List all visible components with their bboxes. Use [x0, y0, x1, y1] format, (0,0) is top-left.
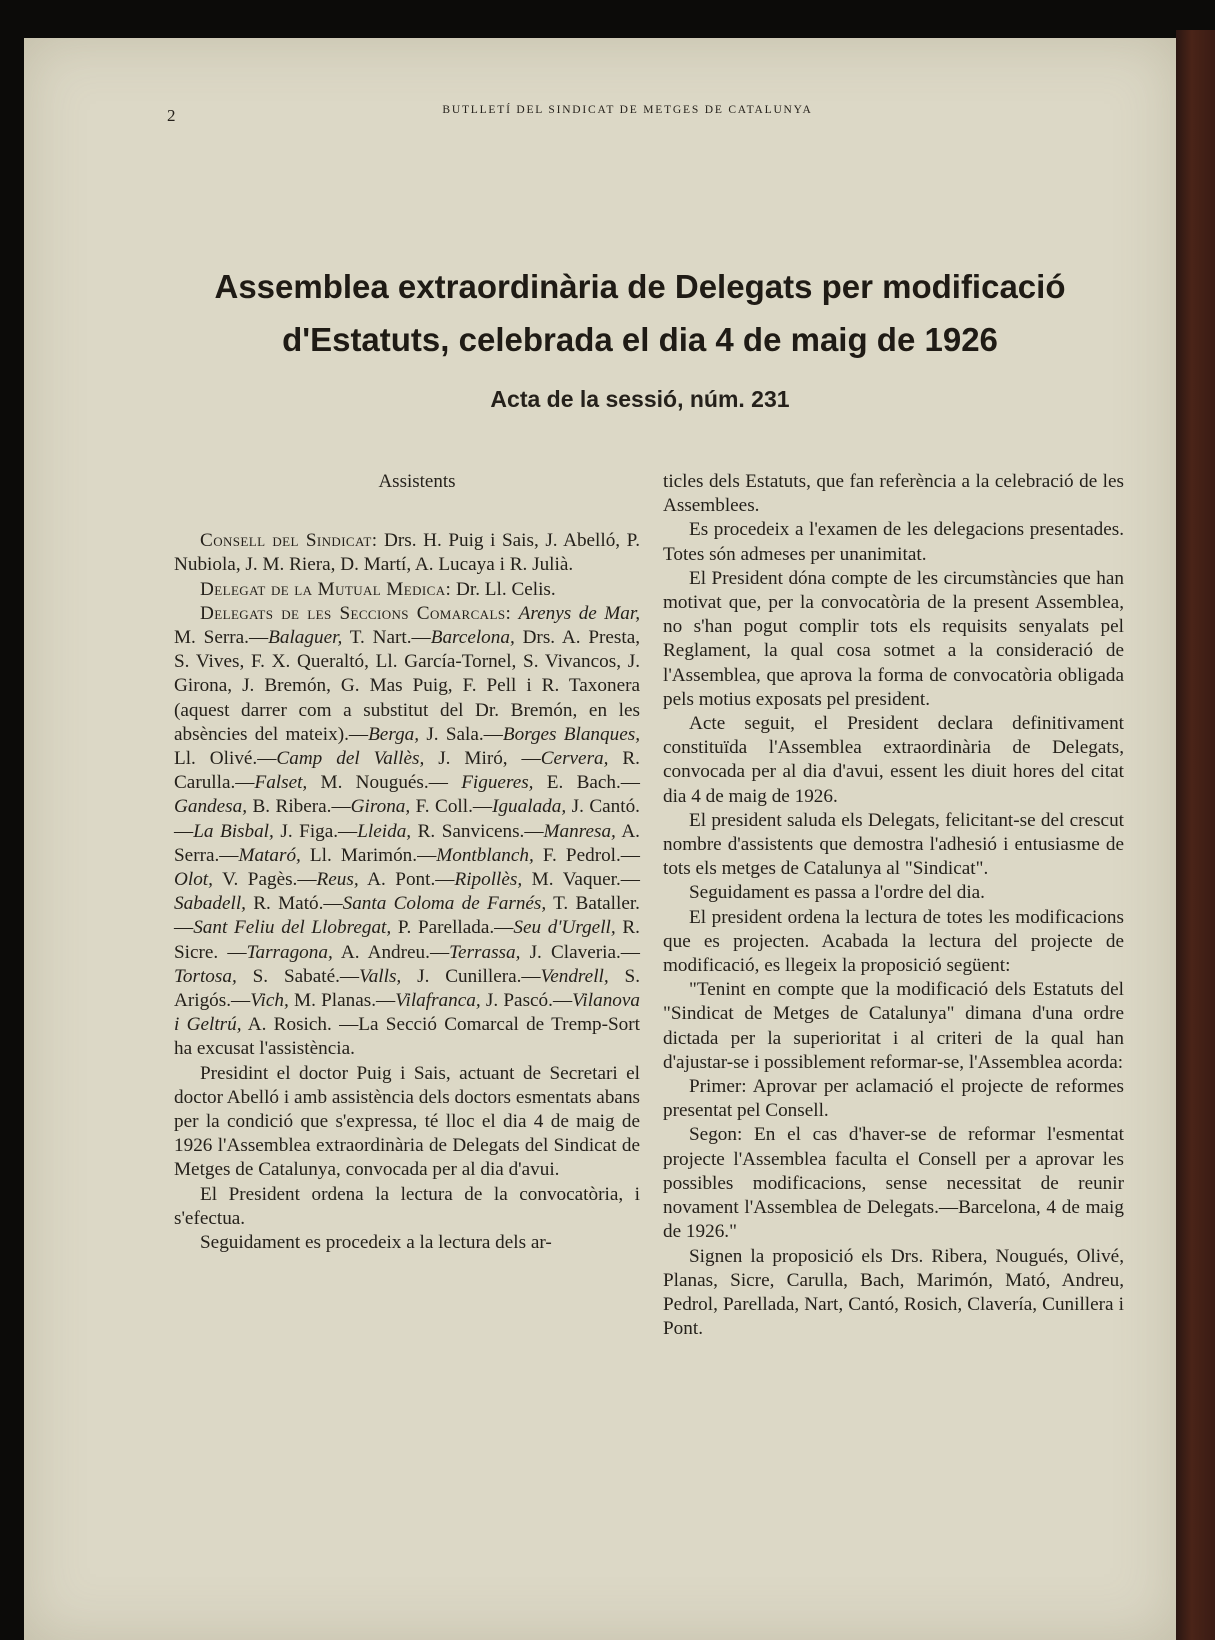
- delegate-place: La Bisbal,: [193, 820, 274, 842]
- mutual-entry: [174, 578, 640, 602]
- body-paragraph: Primer: Aprovar per aclamació el projecte de reformes presentat pel Consell.: [663, 1076, 1124, 1122]
- delegate-names: M. Serra.—: [174, 627, 269, 649]
- delegate-place: Mataró,: [238, 844, 301, 866]
- right-column: [663, 470, 1124, 1341]
- body-paragraph: ticles dels Estatuts, que fan referència a la celebració de les Assemblees.: [663, 471, 1124, 517]
- body-paragraph: El President dóna compte de les circumstàncies que han motivat que, per la convocatòria de la present Assemblea, no s'han pogut complir tots els requisits senyalats pel Reglament, la qual cosa sotmet a la consideració de l'Assemblea, que aprova la forma de convocatòria obligada pels motius exposats pel president.: [663, 567, 1124, 710]
- delegate-names: A. Andreu.—: [332, 941, 450, 963]
- delegate-names: J. Cunillera.—: [401, 965, 541, 987]
- delegate-names: P. Parellada.—: [391, 917, 514, 939]
- body-paragraph: "Tenint en compte que la modificació dels Estatuts del "Sindicat de Metges de Catalunya" dimana d'una ordre dictada per la superioritat i al criteri de la qual han d'ajustar-se i possiblement reformar-se, l'Assemblea acorda:: [663, 979, 1124, 1073]
- delegate-place: Balaguer,: [268, 627, 343, 649]
- delegate-names: R. Mató.—: [245, 893, 343, 915]
- body-paragraph: Presidint el doctor Puig i Sais, actuant de Secretari el doctor Abelló i amb assistència dels doctors esmentats abans per la condició que s'expressa, té lloc el dia 4 de maig de 1926 l'Assemblea extraordinària de Delegats del Sindicat de Metges de Catalunya, convocada per al dia d'avui.: [174, 1062, 640, 1181]
- delegate-place: Falset,: [254, 772, 308, 794]
- delegate-names: A. Pont.—: [358, 869, 455, 891]
- delegate-place: Camp del Vallès,: [276, 748, 425, 770]
- delegate-names: Drs. A. Presta, S. Vives, F. X. Queraltó, Ll. García-Tornel, S. Vivancos, J. Girona, J. Bremón, G. Mas Puig, F. Pell i R. Taxonera (aquest darrer com a substitut del Dr. Bremón, en les absències del mateix).—: [174, 627, 641, 745]
- body-paragraph: Seguidament es procedeix a la lectura dels ar-: [200, 1232, 552, 1254]
- delegate-names: J. Sala.—: [419, 723, 503, 745]
- body-paragraph: Acte seguit, el President declara definitivament constituïda l'Assemblea extraordinària de Delegats, convocada per al dia d'avui, essent les diuit hores del citat dia 4 de maig de 1926.: [663, 713, 1124, 807]
- body-paragraph: El President ordena la lectura de la convocatòria, i s'efectua.: [174, 1183, 640, 1229]
- delegate-names: T. Nart.—: [342, 627, 431, 649]
- delegate-names: R. Carulla.—: [174, 748, 640, 794]
- delegate-place: Vilanova i Geltrú,: [174, 990, 640, 1036]
- binding-edge: [1176, 30, 1215, 1640]
- section-heading: Assistents: [378, 471, 456, 492]
- delegate-place: Montblanch,: [436, 844, 534, 866]
- delegate-place: Vendrell,: [540, 965, 609, 987]
- body-paragraph: Signen la proposició els Drs. Ribera, Nougués, Olivé, Planas, Sicre, Carulla, Bach, Marimón, Mató, Andreu, Pedrol, Parellada, Nart, Cantó, Rosich, Clavería, Cunillera i Pont.: [663, 1245, 1124, 1340]
- delegate-place: Tarragona,: [246, 941, 333, 963]
- consell-entry: [174, 529, 640, 577]
- delegate-place: Sant Feliu del Llobregat,: [193, 917, 392, 939]
- delegate-place: Seu d'Urgell,: [513, 917, 616, 939]
- delegate-place: Berga,: [368, 723, 420, 745]
- delegate-names: F. Pedrol.—: [533, 844, 640, 866]
- delegate-names: M. Vaquer.—: [522, 869, 640, 891]
- delegate-place: Tortosa,: [174, 965, 237, 987]
- delegate-names: B. Ribera.—: [247, 796, 351, 818]
- delegate-names: E. Bach.—: [533, 772, 640, 794]
- delegate-names: J. Miró, —: [424, 748, 541, 770]
- delegate-place: Arenys de Mar,: [518, 602, 641, 624]
- delegate-names: R. Sicre. —: [174, 917, 640, 963]
- delegate-names: V. Pagès.—: [212, 869, 317, 891]
- delegate-place: Sabadell,: [174, 893, 246, 915]
- running-head: BUTLLETÍ DEL SINDICAT DE METGES DE CATALUNYA: [442, 104, 813, 116]
- delegate-names: J. Figa.—: [273, 820, 358, 842]
- delegate-place: Santa Coloma de Farnés,: [342, 893, 547, 915]
- delegate-place: Vich,: [250, 990, 289, 1012]
- delegate-names: M. Nougués.—: [307, 772, 462, 794]
- body-paragraph: El president ordena la lectura de totes les modificacions que es projecten. Acabada la lectura del projecte de modificació, es llegeix la proposició següent:: [663, 906, 1124, 977]
- delegate-place: Lleida,: [357, 820, 412, 842]
- delegate-names: A. Rosich. —La Secció Comarcal de Tremp-Sort ha excusat l'assistència.: [174, 1014, 640, 1060]
- delegate-place: Reus,: [316, 869, 359, 891]
- delegate-names: J. Claveria.—: [520, 941, 640, 963]
- delegate-place: Gandesa,: [174, 796, 248, 818]
- delegate-place: Igualada,: [492, 796, 567, 818]
- delegate-place: Cervera,: [540, 748, 609, 770]
- left-column: [174, 470, 640, 1255]
- page-number: 2: [167, 106, 176, 125]
- consell-text: Drs. H. Puig i Sais, J. Abelló, P. Nubiola, J. M. Riera, D. Martí, A. Lucaya i R. Julià.: [174, 530, 641, 576]
- mutual-label: Delegat de la Mutual Medica:: [200, 578, 452, 600]
- delegate-place: Manresa,: [543, 820, 616, 842]
- delegate-place: Figueres,: [461, 772, 534, 794]
- body-paragraph: Seguidament es passa a l'ordre del dia.: [689, 882, 985, 904]
- delegate-names: A. Serra.—: [174, 820, 640, 866]
- delegate-place: Vilafranca,: [395, 990, 481, 1012]
- article-subtitle: Acta de la sessió, núm. 231: [490, 386, 790, 412]
- delegate-place: Girona,: [350, 796, 411, 818]
- delegate-names: R. Sanvicens.—: [411, 820, 544, 842]
- delegate-place: Valls,: [359, 965, 402, 987]
- body-paragraph: El president saluda els Delegats, felicitant-se del crescut nombre d'assistents que demostra l'adhesió i entusiasme de tots els metges de Catalunya al "Sindicat".: [663, 809, 1124, 880]
- delegate-place: Barcelona,: [430, 627, 515, 649]
- seccions-label: Delegats de les Seccions Comarcals:: [200, 602, 512, 624]
- delegate-place: Olot,: [174, 869, 213, 891]
- delegate-names: Ll. Olivé.—: [174, 748, 277, 770]
- seccions-entry: [174, 602, 640, 1062]
- delegate-place: Terrassa,: [449, 941, 521, 963]
- delegate-names: M. Planas.—: [288, 990, 396, 1012]
- article-title: Assemblea extraordinària de Delegats per modificació d'Estatuts, celebrada el dia 4 de maig de 1926: [214, 268, 1066, 358]
- delegate-names: J. Pascó.—: [480, 990, 573, 1012]
- consell-label: Consell del Sindicat:: [200, 530, 378, 552]
- delegate-names: J. Cantó.—: [174, 796, 640, 842]
- body-paragraph: Es procedeix a l'examen de les delegacions presentades. Totes són admeses per unanimitat.: [663, 519, 1124, 565]
- delegate-names: F. Coll.—: [410, 796, 493, 818]
- delegate-place: Ripollès,: [454, 869, 523, 891]
- delegate-place: Borges Blanques,: [502, 723, 640, 745]
- delegate-names: S. Sabaté.—: [236, 965, 360, 987]
- mutual-text: Dr. Ll. Celis.: [456, 578, 556, 600]
- delegate-names: Ll. Marimón.—: [300, 844, 437, 866]
- delegate-names: T. Bataller.—: [174, 893, 640, 939]
- delegate-names: S. Arigós.—: [174, 965, 640, 1012]
- body-paragraph: Segon: En el cas d'haver-se de reformar l'esmentat projecte l'Assemblea faculta el Consell per a aprovar les possibles modificacions, sense necessitat de reunir novament l'Assemblea de Delegats.—Barcelona, 4 de maig de 1926.": [663, 1124, 1124, 1243]
